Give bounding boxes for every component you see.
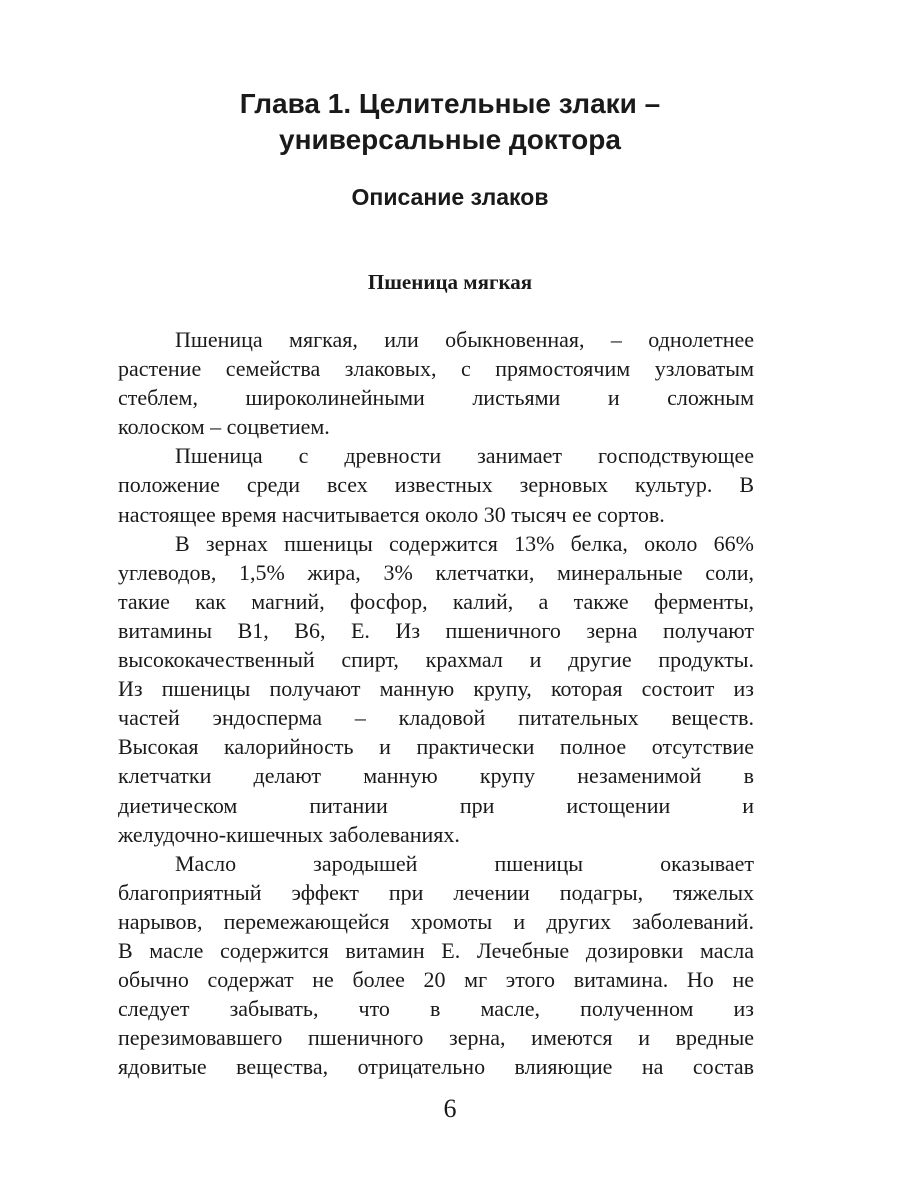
paragraph-line: нарывов, перемежающейся хромоты и других заболеваний. [118,908,754,934]
paragraph [118,325,754,441]
paragraph-line: ядовитые вещества, отрицательно влияющие на состав [118,1054,754,1080]
chapter-title [120,86,780,158]
paragraph-line: В зернах пшеницы содержится 13% белка, около 66% [175,530,754,556]
paragraph-line: Масло зародышей пшеницы оказывает [175,850,754,876]
paragraph-line: клетчатки делают манную крупу незаменимой в [118,763,754,789]
paragraph-line: растение семейства злаковых, с прямостоячим узловатым [118,356,754,382]
chapter-title-line-1: Глава 1. Целительные злаки – [239,88,661,119]
paragraph-line: Из пшеницы получают манную крупу, которая состоит из [118,676,754,702]
paragraph-line: частей эндосперма – кладовой питательных веществ. [118,705,754,731]
subsection-title: Пшеница мягкая [367,270,533,294]
paragraph-line: благоприятный эффект при лечении подагры, тяжелых [118,879,754,905]
paragraph [118,529,754,849]
paragraph-line: желудочно-кишечных заболеваниях. [118,821,460,847]
paragraph-line: Высокая калорийность и практически полное отсутствие [118,734,754,760]
paragraph-line: перезимовавшего пшеничного зерна, имеются и вредные [118,1025,754,1051]
paragraph-line: Пшеница с древности занимает господствующее [175,443,754,469]
paragraph-line: обычно содержат не более 20 мг этого витамина. Но не [118,967,754,993]
body-text [118,325,754,1081]
page-number: 6 [443,1094,457,1123]
paragraph [118,849,754,1082]
paragraph-line: В масле содержится витамин E. Лечебные дозировки масла [118,937,754,963]
section-title: Описание злаков [351,184,549,210]
paragraph-line: Пшеница мягкая, или обыкновенная, – однолетнее [175,327,754,352]
paragraph-line: положение среди всех известных зерновых культур. В [118,472,754,498]
paragraph-line: высококачественный спирт, крахмал и другие продукты. [118,647,754,673]
paragraph-line: витамины B1, B6, E. Из пшеничного зерна получают [118,617,754,643]
paragraph-line: диетическом питании при истощении и [118,792,754,818]
paragraph-line: настоящее время насчитывается около 30 тысяч ее сортов. [118,501,665,527]
paragraph-line: колоском – соцветием. [118,414,330,440]
chapter-title-line-2: универсальные доктора [279,124,621,155]
paragraph-line: такие как магний, фосфор, калий, а также ферменты, [118,588,754,614]
paragraph-line: следует забывать, что в масле, полученном из [118,996,754,1022]
paragraph-line: стеблем, широколинейными листьями и сложным [118,385,754,411]
paragraph-line: углеводов, 1,5% жира, 3% клетчатки, минеральные соли, [118,559,754,585]
paragraph [118,441,754,528]
